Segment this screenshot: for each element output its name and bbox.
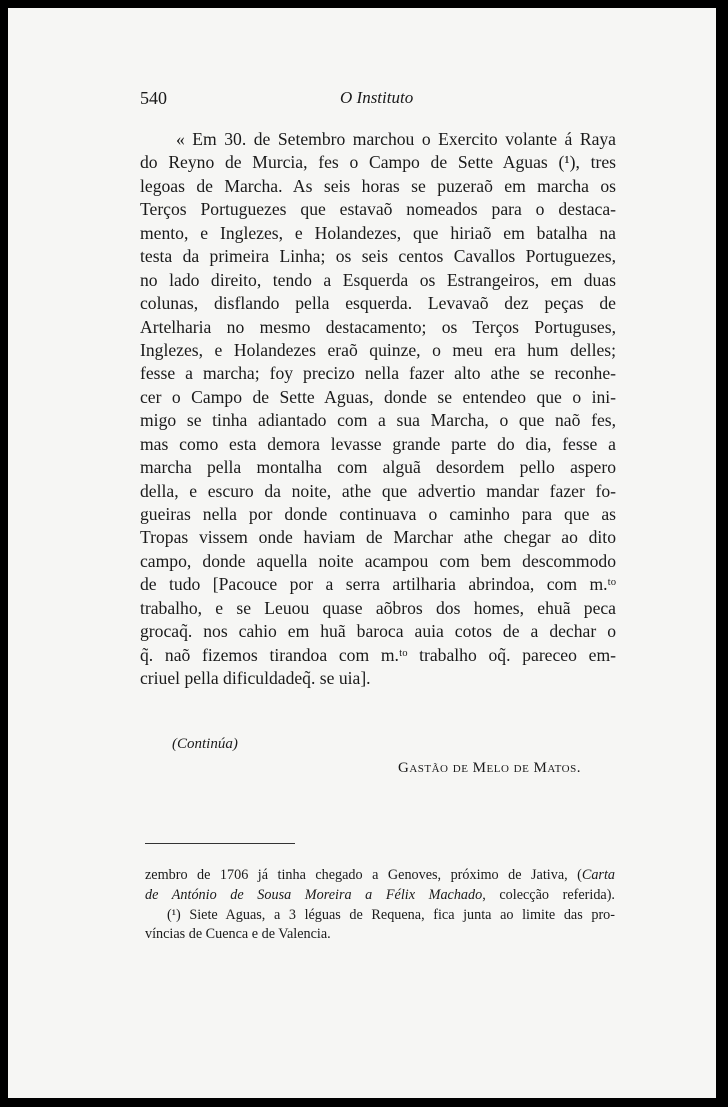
text-line: campo, donde aquella noite acampou com bem descommodo bbox=[140, 550, 616, 571]
text-line: colunas, disflando pella esquerda. Levavaõ dez peças de bbox=[140, 293, 616, 314]
text-line: marcha pella montalha com alguã desordem pello aspero bbox=[140, 457, 616, 478]
footnote-text: , colecção referida). bbox=[482, 886, 615, 903]
text-line: trabalho, e se Leuou quase aõbros dos homes, ehuã peca bbox=[140, 597, 616, 618]
running-title: O Instituto bbox=[340, 88, 414, 107]
footnote-line bbox=[145, 886, 615, 906]
text-line: « Em 30. de Setembro marchou o Exercito volante á Raya bbox=[176, 129, 616, 149]
text-line: cer o Campo de Sette Aguas, donde se entendeo que o ini- bbox=[140, 386, 616, 407]
text-line: Terços Portuguezes que estavaõ nomeados para o destaca- bbox=[140, 199, 616, 220]
text-line: legoas de Marcha. As seis horas se puzeraõ em marcha os bbox=[140, 175, 616, 196]
text-line: della, e escuro da noite, athe que advertio mandar fazer fo- bbox=[140, 480, 616, 501]
footnote-line bbox=[145, 866, 615, 886]
text-line: do Reyno de Murcia, fes o Campo de Sette Aguas (¹), tres bbox=[140, 152, 616, 173]
page-number: 540 bbox=[140, 88, 167, 108]
text-line: fesse a marcha; foy precizo nella fazer alto athe se reconhe- bbox=[140, 363, 616, 384]
footnote-rule bbox=[145, 843, 295, 844]
footnote-italic: de António de Sousa Moreira a Félix Machado bbox=[145, 886, 483, 903]
text-line: no lado direito, tendo a Esquerda os Estrangeiros, em duas bbox=[140, 269, 616, 290]
footnotes bbox=[145, 866, 615, 945]
text-line: Inglezes, e Holandezes eraõ quinze, o meu era hum delles; bbox=[140, 339, 616, 360]
text-line: Tropas vissem onde haviam de Marchar athe chegar ao dito bbox=[140, 527, 616, 548]
text-line: mas como esta demora levasse grande parte do dia, fesse a bbox=[140, 433, 616, 454]
page-header bbox=[140, 88, 610, 114]
text-line: de tudo [Pacouce por a serra artilharia abrindoa, com m.ᵗᵒ bbox=[140, 574, 616, 595]
text-line: gueiras nella por donde continuava o caminho para que as bbox=[140, 504, 616, 524]
text-line: mento, e Inglezes, e Holandezes, que hiriaõ em batalha na bbox=[140, 222, 616, 243]
text-line: q̃. naõ fizemos tirandoa com m.ᵗᵒ trabalho oq̃. pareceo em- bbox=[140, 644, 616, 665]
footnote-italic: Carta bbox=[581, 867, 615, 883]
continued-note: (Continúa) bbox=[172, 736, 238, 752]
footnote-line: (¹) Siete Aguas, a 3 léguas de Requena, fica junta ao limite das pro- bbox=[167, 906, 615, 923]
text-line: grocaq̃. nos cahio em huã baroca auia cotos de a dechar o bbox=[140, 621, 616, 642]
author-signature: Gastão de Melo de Matos. bbox=[398, 760, 581, 776]
text-line: criuel pella dificuldadeq̃. se uia]. bbox=[140, 668, 371, 689]
footnote-line: víncias de Cuenca e de Valencia. bbox=[145, 926, 331, 943]
body-text bbox=[140, 128, 616, 691]
text-line: Artelharia no mesmo destacamento; os Terços Portuguses, bbox=[140, 316, 616, 337]
footnote-text: zembro de 1706 já tinha chegado a Genoves, próximo de Jativa, ( bbox=[145, 867, 582, 883]
text-line: testa da primeira Linha; os seis centos Cavallos Portuguezes, bbox=[140, 246, 616, 267]
text-line: migo se tinha adiantado com a sua Marcha, o que naõ fes, bbox=[140, 410, 616, 431]
